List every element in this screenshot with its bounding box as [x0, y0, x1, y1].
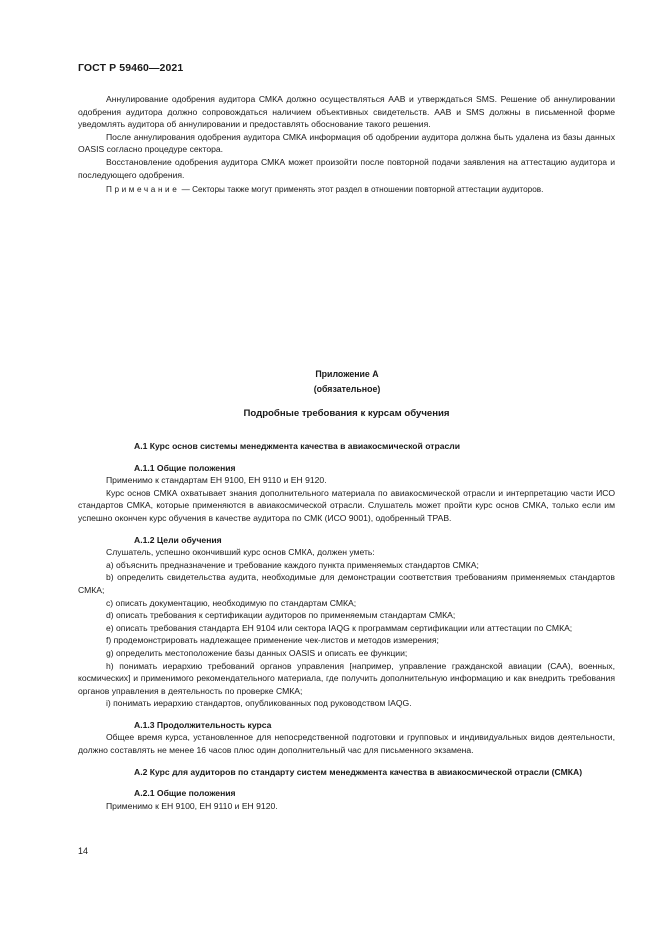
- note-paragraph: [78, 184, 615, 197]
- annex-heading: Подробные требования к курсам обучения: [243, 408, 450, 419]
- paragraph-restoration: Восстановление одобрения аудитора СМКА может произойти после повторной подачи заявления на аттестацию аудитора и последующего одобрения.: [78, 156, 615, 180]
- section-a11-p1: Применимо к стандартам ЕН 9100, ЕН 9110 и ЕН 9120.: [106, 475, 327, 486]
- annex-status: (обязательное): [313, 384, 381, 394]
- list-item-f: f) продемонстрировать надлежащее применение чек-листов и методов измерения;: [106, 635, 439, 646]
- list-item-b: b) определить свидетельства аудита, необходимые для демонстрации соответствия требованиям применяемых стандартов СМКА;: [78, 572, 615, 595]
- section-a12-title: А.1.2 Цели обучения: [134, 534, 222, 545]
- section-a13-title: А.1.3 Продолжительность курса: [134, 719, 272, 730]
- note-text: — Секторы также могут применять этот раздел в отношении повторной аттестации аудиторов.: [179, 185, 544, 195]
- section-a12-intro: Слушатель, успешно окончивший курс основ СМКА, должен уметь:: [106, 547, 375, 558]
- list-item-e: e) описать требования стандарта ЕН 9104 или сектора IAQG к программам сертификации или аттестации по СМКА;: [106, 622, 573, 633]
- section-a21-p: Применимо к ЕН 9100, ЕН 9110 и ЕН 9120.: [106, 800, 278, 811]
- page-number: 14: [78, 846, 89, 856]
- paragraph-oasis-removal: После аннулирования одобрения аудитора СМКА информация об одобрении аудитора должна быть удалена из базы данных OASIS согласно процедуре сектора.: [78, 131, 615, 155]
- note-lead: Примечание: [106, 185, 180, 195]
- annex-label: [247, 368, 447, 396]
- section-a11-p2: Курс основ СМКА охватывает знания дополнительного материала по авиакосмической отрасли и интерпретацию части ИСО стандартов СМКА, которые применяются в авиакосмической отрасли. Слушатель может пройти курс основ СМКА, только если им успешно окончен курс обучения в качестве аудитора по СМК (ИСО 9001), одобренный TPAB.: [78, 487, 615, 523]
- list-item-c: c) описать документацию, необходимую по стандартам СМКА;: [106, 597, 357, 608]
- list-item-a: a) объяснить предназначение и требование каждого пункта применяемых стандартов СМКА;: [106, 559, 479, 570]
- section-a1-title: А.1 Курс основ системы менеджмента качества в авиакосмической отрасли: [134, 441, 460, 451]
- section-a1: [78, 440, 615, 812]
- section-a2-title: А.2 Курс для аудиторов по стандарту систем менеджмента качества в авиакосмической отрасли (СМКА): [134, 766, 583, 777]
- list-item-h: h) понимать иерархию требований органов управления [например, управление гражданской авиации (САА), военных, космических] и применимого рекомендательного материала, где получить дополнительную информацию и как внедрить требования органов управления в деятельность по проверке СМКА;: [78, 660, 615, 696]
- list-item-d: d) описать требования к сертификации аудиторов по применяемым стандартам СМКА;: [106, 610, 456, 621]
- list-item-g: g) определить местоположение базы данных OASIS и описать ее функции;: [106, 647, 408, 658]
- annex-title: Приложение А: [315, 369, 379, 379]
- section-a13-p: Общее время курса, установленное для непосредственной подготовки и групповых и индивидуальных видов деятельности, должно составлять не менее 16 часов плюс один дополнительный час для письменного экзамена.: [78, 732, 615, 756]
- top-paragraphs: [78, 93, 615, 197]
- section-a21-title: А.2.1 Общие положения: [134, 788, 236, 799]
- standard-code-header: ГОСТ Р 59460—2021: [78, 62, 184, 74]
- paragraph-revocation: Аннулирование одобрения аудитора СМКА должно осуществляться ААВ и утверждаться SMS. Решение об аннулировании одобрения аудитора должно сопровождаться наличием объективных свидетельств. ААВ и SMS должны в письменной форме уведомлять аудитора об аннулировании и предоставлять обоснование такого решения.: [78, 94, 615, 130]
- list-item-i: i) понимать иерархию стандартов, опубликованных под руководством IAQG.: [106, 698, 412, 709]
- section-a11-title: А.1.1 Общие положения: [134, 462, 236, 473]
